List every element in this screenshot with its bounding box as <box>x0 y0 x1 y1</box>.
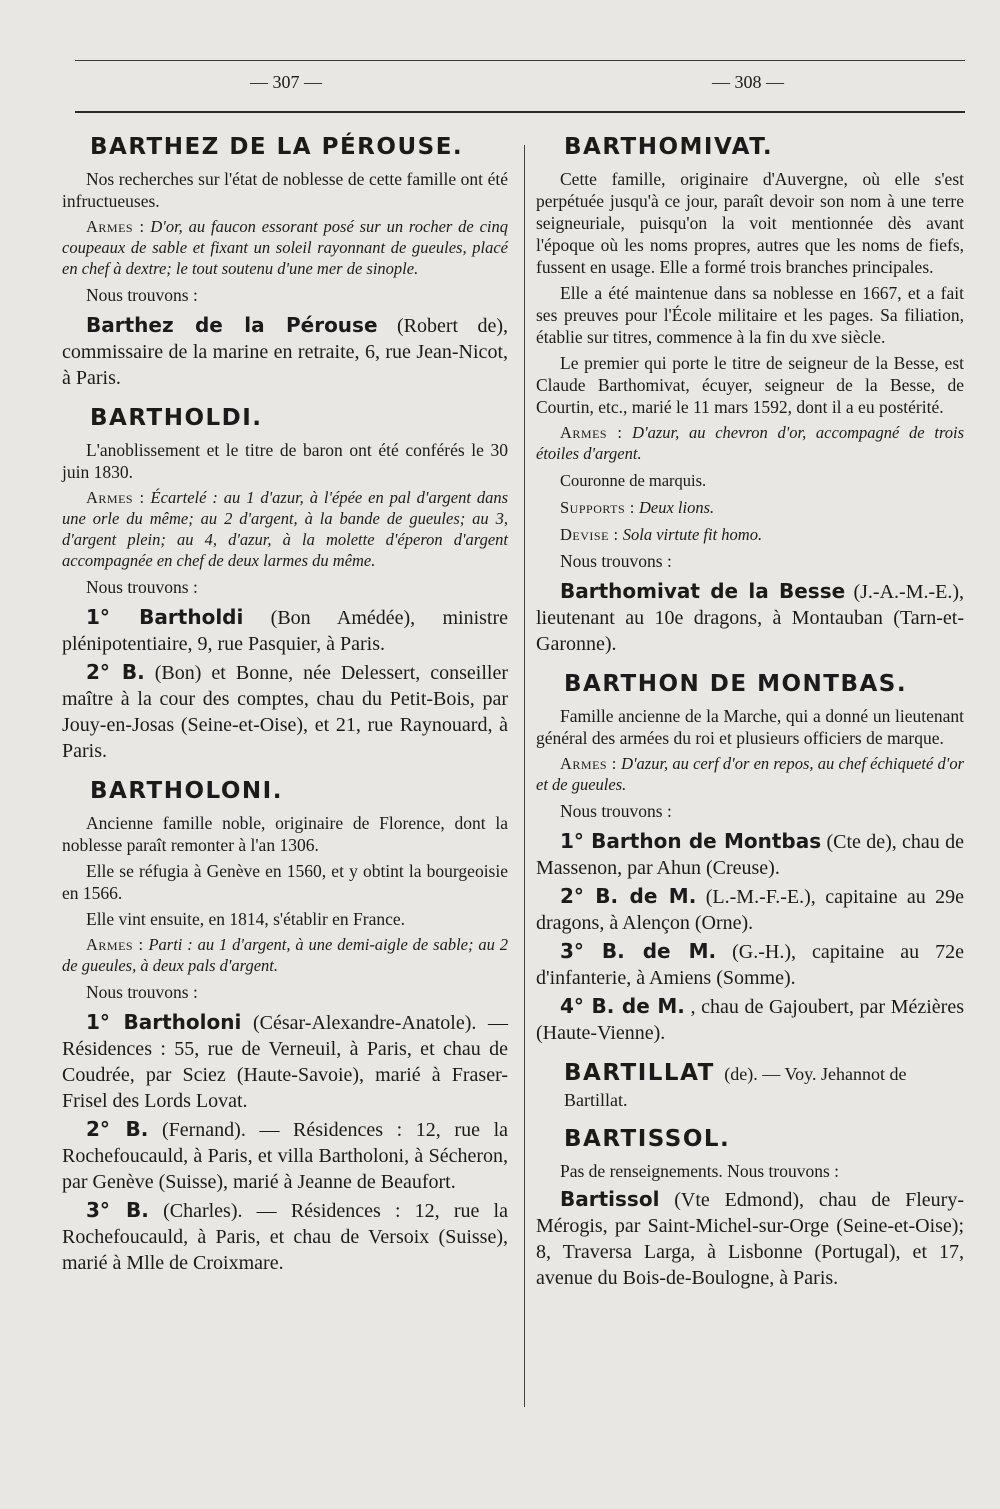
person-name: 1° Bartholoni <box>86 1010 242 1034</box>
person-name: 3° B. <box>86 1198 149 1222</box>
top-rule <box>75 60 965 61</box>
person-entry <box>536 1186 964 1291</box>
nous-trouvons: Nous trouvons : <box>560 801 672 821</box>
family-title <box>90 405 508 431</box>
person-name: Barthez de la Pérouse <box>86 313 378 337</box>
person-name: 2° B. de M. <box>560 884 697 908</box>
person-entry <box>62 312 508 391</box>
person-entry <box>536 938 964 991</box>
arms-blazon <box>536 422 964 464</box>
person-details: (Bon) et Bonne, née Delessert, conseiller maître à la cour des comptes, chau du Petit-Bois, par Jouy-en-Josas (Seine-et-Oise), et 21, rue Raynouard, à Paris. <box>62 662 508 762</box>
family-title-text: BARTHOLONI. <box>90 778 283 804</box>
family-paragraph: Elle a été maintenue dans sa noblesse en 1667, et a fait ses preuves pour l'École militaire et les pages. Sa filiation, établie sur titres, commence à la fin du xve siècle. <box>536 283 964 347</box>
person-name: 2° B. <box>86 1117 149 1141</box>
left-column <box>62 128 508 1290</box>
person-entry <box>536 828 964 881</box>
arms-label: Armes : <box>86 488 145 507</box>
family-entry <box>536 1126 964 1291</box>
family-title-suffix: (de). — Voy. Jehannot de Bartillat. <box>564 1064 907 1110</box>
person-name: 1° Barthon de Montbas <box>560 829 822 853</box>
arms-text: D'azur, au chevron d'or, accompagné de trois étoiles d'argent. <box>536 423 965 463</box>
family-paragraph: Pas de renseignements. Nous trouvons : <box>560 1161 839 1181</box>
family-title <box>564 1126 964 1152</box>
family-paragraph: Ancienne famille noble, originaire de Florence, dont la noblesse paraît remonter à l'an 1306. <box>62 813 508 855</box>
person-entry <box>536 578 964 657</box>
family-title-text: BARTILLAT <box>564 1060 715 1086</box>
nous-trouvons: Nous trouvons : <box>86 577 198 597</box>
family-entry <box>536 671 964 1046</box>
family-paragraph: Nos recherches sur l'état de noblesse de cette famille ont été infructueuses. <box>62 169 508 211</box>
arms-extra <box>536 524 964 545</box>
person-details: (Vte Edmond), chau de Fleury-Mérogis, par Saint-Michel-sur-Orge (Seine-et-Oise); 8, Traversa Larga, à Lisbonne (Portugal), et 17, avenue du Bois-de-Boulogne, à Paris. <box>536 1189 965 1289</box>
person-name: 3° B. de M. <box>560 939 717 963</box>
person-entry <box>62 1197 508 1276</box>
header-rule <box>75 111 965 113</box>
arms-blazon <box>62 216 508 279</box>
person-entry <box>62 659 508 764</box>
person-details: (G.-H.), capitaine au 72e d'infanterie, à Amiens (Somme). <box>536 941 965 989</box>
person-name: 2° B. <box>86 660 145 684</box>
family-title-text: BARTHOMIVAT. <box>564 134 774 160</box>
arms-blazon <box>62 934 508 976</box>
right-column <box>536 128 964 1305</box>
person-details: (L.-M.-F.-E.), capitaine au 29e dragons, à Alençon (Orne). <box>536 886 964 934</box>
family-title <box>564 1060 964 1112</box>
arms-extra-text: Sola virtute fit homo. <box>622 525 763 544</box>
family-paragraph: Elle se réfugia à Genève en 1560, et y obtint la bourgeoisie en 1566. <box>62 861 508 903</box>
person-details: (César-Alexandre-Anatole). — Résidences : 55, rue de Verneuil, à Paris, et chau de Coudrée, par Sciez (Haute-Savoie), marié à Fraser-Frisel des Lords Lovat. <box>62 1012 508 1112</box>
family-paragraph: L'anoblissement et le titre de baron ont été conférés le 30 juin 1830. <box>62 440 508 482</box>
column-divider <box>524 145 525 1407</box>
person-entry <box>62 1009 508 1114</box>
family-paragraph: Famille ancienne de la Marche, qui a donné un lieutenant général des armées du roi et plusieurs officiers de marque. <box>536 706 964 748</box>
right-page-number: — 308 — <box>712 72 784 92</box>
arms-label: Armes : <box>86 217 145 236</box>
arms-extra <box>536 470 964 491</box>
family-title <box>564 671 964 697</box>
person-name: Barthomivat de la Besse <box>560 579 846 603</box>
family-paragraph: Elle vint ensuite, en 1814, s'établir en France. <box>86 909 406 929</box>
family-title <box>90 134 508 160</box>
person-entry <box>62 604 508 657</box>
person-details: (Charles). — Résidences : 12, rue la Rochefoucauld, à Paris, et chau de Versoix (Suisse), marié à Mlle de Croixmare. <box>62 1200 508 1274</box>
family-entry <box>62 405 508 764</box>
nous-trouvons: Nous trouvons : <box>560 551 672 571</box>
arms-text: Parti : au 1 d'argent, à une demi-aigle de sable; au 2 de gueules, à deux pals d'argent. <box>62 935 508 975</box>
arms-text: Écartelé : au 1 d'azur, à l'épée en pal d'argent dans une orle du même; au 2 d'argent, à la bande de gueules; au 3, d'argent plein; au 4, d'azur, à la molette d'éperon d'argent accompagnée en chef de deux larmes du même. <box>62 488 509 570</box>
family-title <box>564 134 964 160</box>
person-entry <box>62 1116 508 1195</box>
person-entry <box>536 993 964 1046</box>
family-title <box>90 778 508 804</box>
arms-blazon <box>62 487 508 571</box>
person-details: (Fernand). — Résidences : 12, rue la Rochefoucauld, à Paris, et villa Bartholoni, à Sécheron, par Genève (Suisse), marié à Jeanne de Beaufort. <box>62 1119 509 1193</box>
person-details: , chau de Gajoubert, par Mézières (Haute-Vienne). <box>536 996 965 1044</box>
arms-extra-text: Deux lions. <box>638 498 715 517</box>
person-details: (Cte de), chau de Massenon, par Ahun (Creuse). <box>536 831 964 879</box>
arms-extra-label: Devise : <box>560 525 619 544</box>
family-title-text: BARTISSOL. <box>564 1126 731 1152</box>
person-details: (Bon Amédée), ministre plénipotentiaire, 9, rue Pasquier, à Paris. <box>62 607 509 655</box>
family-paragraph: Le premier qui porte le titre de seigneur de la Besse, est Claude Barthomivat, écuyer, seigneur de la Besse, de Courtin, etc., marié le 11 mars 1592, dont il a eu postérité. <box>536 353 964 417</box>
nous-trouvons: Nous trouvons : <box>86 982 198 1002</box>
family-entry <box>536 1060 964 1112</box>
arms-label: Armes : <box>560 754 617 773</box>
family-entry <box>62 134 508 391</box>
arms-text: D'azur, au cerf d'or en repos, au chef échiqueté d'or et de gueules. <box>536 754 964 794</box>
family-title-text: BARTHEZ DE LA PÉROUSE. <box>90 134 464 160</box>
family-entry <box>536 134 964 657</box>
family-title-text: BARTHON DE MONTBAS. <box>564 671 908 697</box>
arms-extra <box>536 497 964 518</box>
arms-blazon <box>536 753 964 795</box>
arms-text: D'or, au faucon essorant posé sur un rocher de cinq coupeaux de sable et fixant un soleil rayonnant de gueules, placé en chef à dextre; le tout soutenu d'une mer de sinople. <box>62 217 508 278</box>
person-details: (Robert de), commissaire de la marine en retraite, 6, rue Jean-Nicot, à Paris. <box>62 315 509 389</box>
left-page-number: — 307 — <box>250 72 322 92</box>
person-details: (J.-A.-M.-E.), lieutenant au 10e dragons, à Montauban (Tarn-et-Garonne). <box>536 581 965 655</box>
arms-extra-text: Couronne de marquis. <box>560 471 707 490</box>
person-name: 4° B. de M. <box>560 994 685 1018</box>
arms-label: Armes : <box>560 423 623 442</box>
person-name: 1° Bartholdi <box>86 605 244 629</box>
family-paragraph: Cette famille, originaire d'Auvergne, où elle s'est perpétuée jusqu'à ce jour, paraît devoir son nom à une terre seigneuriale, puisqu'on la voit mentionnée dès avant l'époque où les noms propres, autres que les noms de fiefs, fussent en usage. Elle a formé trois branches principales. <box>536 169 964 277</box>
family-title-text: BARTHOLDI. <box>90 405 263 431</box>
person-entry <box>536 883 964 936</box>
arms-label: Armes : <box>86 935 144 954</box>
family-entry <box>62 778 508 1276</box>
nous-trouvons: Nous trouvons : <box>86 285 198 305</box>
person-name: Bartissol <box>560 1187 660 1211</box>
arms-extra-label: Supports : <box>560 498 635 517</box>
